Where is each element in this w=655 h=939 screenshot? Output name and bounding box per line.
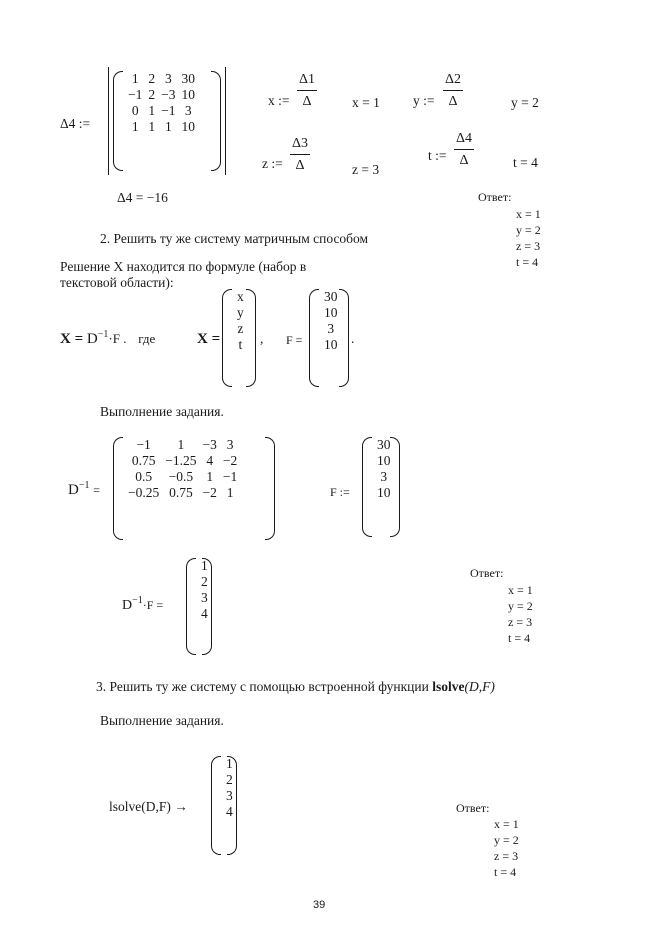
x-vector-comma: , — [260, 331, 264, 346]
delta4-matrix-table: 1 2 3 30 −1 2 −3 10 0 1 −1 3 1 1 1 10 — [128, 71, 195, 134]
answer-label-3: Ответ: — [456, 801, 490, 815]
answer-2-y: y = 2 — [508, 599, 533, 613]
section2-intro-line2: текстовой области): — [60, 275, 174, 290]
f-vector-label: F = — [286, 333, 303, 347]
delta4-label: Δ4 := — [60, 116, 91, 131]
z-def-lhs: z := — [262, 156, 283, 171]
x-value: x = 1 — [352, 95, 380, 110]
section3-heading: 3. Решить ту же систему с помощью встроенной функции lsolve(D,F) — [96, 679, 495, 694]
x-def-fraction: $\frac{\Delta 1}{\Delta}$ — [299, 72, 316, 109]
x-vector-label: X = — [197, 331, 221, 347]
x-vector: x y z t — [222, 289, 256, 387]
answer-1-y: y = 2 — [516, 223, 541, 237]
product-vector: 1 2 3 4 — [186, 558, 212, 655]
formula-x: X — [60, 331, 71, 347]
delta4-determinant — [113, 71, 221, 171]
delta4-result: Δ4 = −16 — [117, 190, 168, 205]
f-vector-period: . — [351, 331, 355, 346]
answer-3-x: x = 1 — [494, 817, 519, 831]
t-value: t = 4 — [513, 155, 538, 170]
lsolve-result-vector: 1 2 3 4 — [211, 756, 237, 855]
dinv-matrix: −1 1 −3 3 0.75 −1.25 4 −2 0.5 −0.5 1 −1 −0.25 0.75 −2 1 — [113, 437, 275, 540]
answer-3-t: t = 4 — [494, 865, 517, 879]
product-label: $D^{-1}\cdot F$ = — [122, 595, 164, 613]
formula-f: ·F . — [108, 331, 127, 346]
formula-where: где — [138, 331, 156, 346]
t-def-fraction: $\frac{\Delta 4}{\Delta}$ — [456, 131, 473, 168]
section2-intro-line1: Решение X находится по формуле (набор в — [60, 259, 307, 274]
y-def-fraction: $\frac{\Delta 2}{\Delta}$ — [445, 72, 462, 109]
formula-d: D — [86, 331, 98, 347]
answer-1-t: t = 4 — [516, 255, 539, 269]
answer-2-z: z = 3 — [508, 615, 533, 629]
dinv-label: $D^{-1}$ = — [68, 480, 101, 498]
answer-1-z: z = 3 — [516, 239, 541, 253]
t-def-lhs: t := — [428, 148, 447, 163]
answer-3-z: z = 3 — [494, 849, 519, 863]
lsolve-label: lsolve(D,F) → — [109, 799, 188, 814]
section3-execution: Выполнение задания. — [100, 713, 224, 728]
formula-inv: −1 — [97, 329, 109, 340]
answer-2-x: x = 1 — [508, 583, 533, 597]
answer-label-1: Ответ: — [478, 190, 512, 204]
page-number: 39 — [313, 899, 326, 911]
f-vector: 30 10 3 10 — [309, 289, 349, 387]
section2-execution: Выполнение задания. — [100, 404, 224, 419]
formula-line — [60, 329, 156, 347]
f2-vector: 30 10 3 10 — [362, 437, 400, 537]
y-def-lhs: y := — [413, 93, 435, 108]
section2-heading: 2. Решить ту же систему матричным способом — [100, 231, 369, 246]
answer-3-y: y = 2 — [494, 833, 519, 847]
answer-2-t: t = 4 — [508, 631, 531, 645]
formula-eq: = — [74, 331, 84, 347]
answer-1-x: x = 1 — [516, 207, 541, 221]
z-value: z = 3 — [352, 162, 380, 177]
z-def-fraction: $\frac{\Delta 3}{\Delta}$ — [292, 136, 309, 173]
x-def-lhs: x := — [268, 93, 290, 108]
y-value: y = 2 — [511, 95, 539, 110]
answer-label-2: Ответ: — [470, 566, 504, 580]
f2-label: F := — [330, 485, 350, 499]
